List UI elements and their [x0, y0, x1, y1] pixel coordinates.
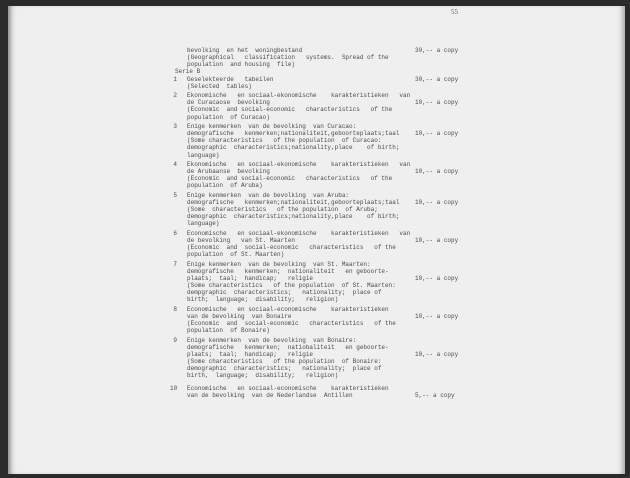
text-line — [170, 76, 630, 83]
text-line — [170, 365, 630, 372]
publication-item — [170, 385, 630, 399]
line-text: (Selected tables) — [187, 82, 252, 90]
text-line — [170, 114, 630, 121]
series-label: Serie B — [175, 68, 201, 76]
line-text: population of Aruba) — [187, 182, 263, 190]
text-line — [170, 244, 630, 251]
publication-item — [170, 230, 630, 259]
line-text: demografische kenmerken; natiobaliteit en geboorte- — [187, 343, 389, 351]
line-text: (Some characteristics of the population of Aruba; — [187, 206, 378, 214]
text-line — [170, 282, 630, 289]
text-line — [170, 213, 630, 220]
price: 30,-- a copy — [415, 47, 459, 54]
line-text: Economische en sociaal-ekonomische karakteristieken van — [187, 229, 411, 237]
line-text: van de bevolking van de Nederlandse Antillen — [187, 391, 353, 399]
intro-entry — [170, 47, 630, 68]
line-text: Ekonomische en sociaal-ekonomische karakteristieken van — [187, 161, 411, 168]
item-number: 5 — [173, 191, 177, 199]
publication-item — [170, 76, 630, 90]
page-number: 55 — [451, 8, 458, 16]
text-line — [170, 54, 630, 61]
line-text: plaats; taal; handicap; religie — [187, 351, 314, 358]
item-number: 9 — [173, 336, 177, 344]
line-text: demographic characteristics;nationality,place of birth; — [187, 144, 400, 152]
line-text: population and housing file) — [187, 61, 296, 69]
price: 10,-- a copy — [415, 130, 459, 138]
text-line — [170, 199, 630, 206]
line-text: de Curacaose bevolking — [187, 99, 270, 107]
line-text: plaats; taal; handicap; religie — [187, 275, 314, 282]
text-line — [170, 358, 630, 365]
text-line — [170, 372, 630, 379]
line-text: language) — [187, 151, 220, 159]
text-line — [170, 137, 630, 144]
line-text: Geselekteerde tabeilen — [187, 75, 274, 83]
price: 5,-- a copy — [415, 391, 455, 399]
line-text: bevolking en het woningbestand — [187, 47, 303, 54]
text-line — [170, 261, 630, 268]
item-number: 1 — [173, 75, 177, 83]
item-number: 7 — [173, 260, 177, 268]
text-line — [170, 275, 630, 282]
price: 30,-- a copy — [415, 75, 459, 83]
text-line — [170, 313, 630, 320]
text-line — [170, 230, 630, 237]
line-text: Enige kenmerken van de bevolking van St. Maarten: — [187, 260, 371, 268]
line-text: language) — [187, 220, 220, 228]
item-number: 4 — [173, 161, 177, 168]
text-line — [170, 130, 630, 137]
line-text: de Arubaanse bevolking — [187, 168, 270, 176]
price: 10,-- a copy — [415, 168, 459, 176]
text-line — [170, 106, 630, 113]
text-line — [170, 175, 630, 182]
price: 10,-- a copy — [415, 99, 459, 107]
price: 10,-- a copy — [415, 199, 459, 206]
line-text: population of St. Maarten) — [187, 251, 285, 259]
text-line — [170, 168, 630, 175]
line-text: demografische kenmerken;nationaliteit,geboorteplaats;taal — [187, 130, 400, 138]
price: 10,-- a copy — [415, 351, 459, 358]
line-text: birth, language; disability; religion) — [187, 372, 339, 380]
item-number: 2 — [173, 92, 177, 100]
line-text: demografische kenmerken;nationaliteit,geboorteplaats;taal — [187, 199, 400, 206]
series-heading — [170, 68, 630, 75]
publication-item — [170, 192, 630, 228]
price: 10,-- a copy — [415, 237, 459, 244]
item-number: 3 — [173, 123, 177, 130]
text-line — [170, 344, 630, 351]
line-text: demografische kenmerken; nationaliteit en geboorte- — [187, 267, 389, 275]
line-text: Ekonomische en sociaal-ekonomische karakteristieken van — [187, 92, 411, 100]
text-line — [170, 144, 630, 151]
line-text: (Some characteristics of the population of Bonaire: — [187, 358, 382, 366]
text-line — [170, 61, 630, 68]
text-line — [170, 206, 630, 213]
line-text: (Economic and social-economic characteristics of the — [187, 106, 393, 114]
text-line — [170, 83, 630, 90]
line-text: population of Curacao) — [187, 113, 270, 121]
publication-item — [170, 306, 630, 335]
line-text: Enige kenmerken van de bevolking van Curacao: — [187, 123, 357, 130]
text-line — [170, 320, 630, 327]
text-line — [170, 92, 630, 99]
text-line — [170, 392, 630, 399]
text-line — [170, 251, 630, 258]
text-line — [170, 289, 630, 296]
line-text: Economische en sociaal-economische karakteristieken — [187, 384, 389, 392]
line-text: van de bevolking van Bonaire — [187, 313, 292, 320]
publication-item — [170, 337, 630, 380]
line-text: (Some characteristics of the population of Curacao: — [187, 137, 382, 145]
publication-list — [170, 47, 630, 399]
text-line — [170, 296, 630, 303]
line-text: (Economic and social-economic characteristics of the — [187, 320, 396, 328]
text-line — [170, 152, 630, 159]
line-text: population of Bonaire) — [187, 327, 270, 335]
text-line — [170, 337, 630, 344]
text-line — [170, 351, 630, 358]
line-text: Economische en sociaal-economische karakteristieken — [187, 305, 389, 313]
text-line — [170, 237, 630, 244]
text-line — [170, 161, 630, 168]
item-number: 10 — [170, 384, 178, 392]
line-text: birth; language; disability; religion) — [187, 296, 339, 304]
line-text: Enige kenmerken van de bevolking van Aruba: — [187, 191, 350, 199]
text-line — [170, 192, 630, 199]
text-line — [170, 327, 630, 334]
line-text: Enige kenmerken van de bevolking van Bonaire: — [187, 336, 357, 344]
document-page — [8, 6, 625, 474]
item-number: 8 — [173, 305, 177, 313]
publication-item — [170, 261, 630, 304]
text-line — [170, 306, 630, 313]
line-text: demographic characteristics;nationality,place of birth; — [187, 213, 400, 221]
line-text: demographic characteristics; nationality; place of — [187, 365, 382, 373]
text-line — [170, 99, 630, 106]
price: 10,-- a copy — [415, 275, 459, 282]
text-line — [170, 268, 630, 275]
text-line — [170, 220, 630, 227]
text-line — [170, 385, 630, 392]
text-line — [170, 182, 630, 189]
publication-item — [170, 161, 630, 190]
text-line — [170, 47, 630, 54]
line-text: (Some characteristics of the population of St. Maarten: — [187, 282, 396, 290]
item-number: 6 — [173, 229, 177, 237]
price: 10,-- a copy — [415, 313, 459, 320]
line-text: (Economic and social-economic characteristics of the — [187, 175, 393, 183]
line-text: dempgraphic characteristics; nationality; place of — [187, 289, 382, 297]
line-text: de bevolking van St. Maarten — [187, 237, 296, 244]
line-text: (Geographical classification systems. Spread of the — [187, 54, 389, 62]
publication-item — [170, 123, 630, 159]
line-text: (Economic and social-economic characteristics of the — [187, 244, 396, 252]
text-line — [170, 123, 630, 130]
publication-item — [170, 92, 630, 121]
